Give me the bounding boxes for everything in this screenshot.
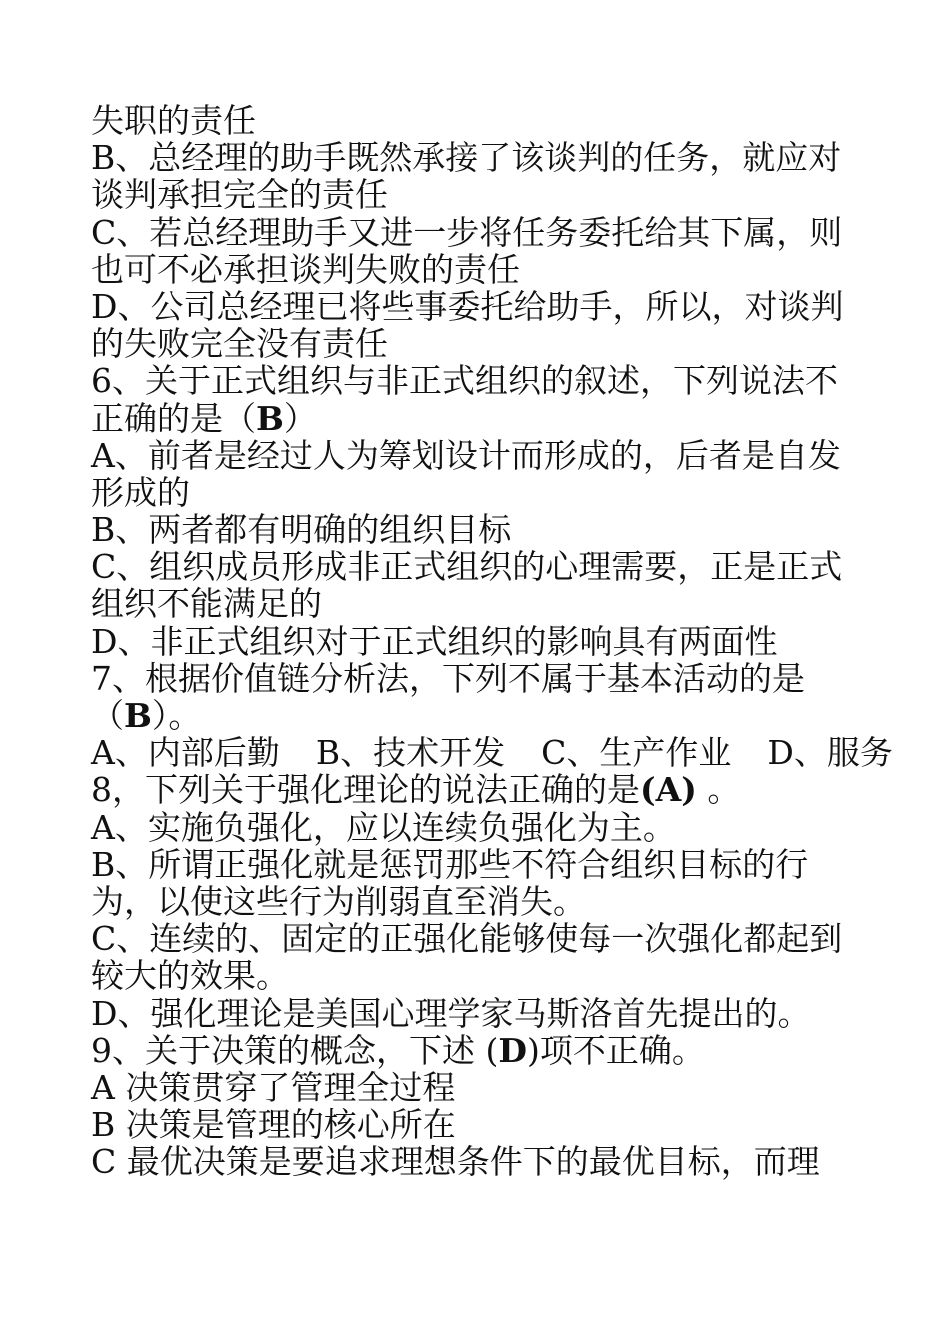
question-7-line: 7、根据价值链分析法，下列不属于基本活动的是 — [91, 658, 805, 698]
question-9-line — [91, 1032, 881, 1069]
question-6-answer-line — [91, 400, 881, 437]
text-line: 失职的责任 — [91, 101, 256, 140]
text-line: 为，以使这些行为削弱直至消失。 — [91, 881, 586, 921]
option-a-line: A 决策贯穿了管理全过程 — [91, 1067, 456, 1107]
text-line: 组织不能满足的 — [91, 584, 322, 624]
text-line: 谈判承担完全的责任 — [91, 175, 388, 215]
option-c-line: C、若总经理助手又进一步将任务委托给其下属，则 — [91, 212, 843, 252]
text-fragment: 8，下列关于强化理论的说法正确的是 — [91, 770, 640, 810]
text-line: 的失败完全没有责任 — [91, 324, 388, 364]
option-d: D、服务 — [767, 733, 893, 773]
option-a-line: A、实施负强化，应以连续负强化为主。 — [91, 807, 676, 847]
option-d-line: D、强化理论是美国心理学家马斯洛首先提出的。 — [91, 993, 811, 1033]
text-fragment: 9、关于决策的概念，下述 ( — [91, 1030, 499, 1070]
option-b-line: B、两者都有明确的组织目标 — [91, 510, 512, 550]
option-b-line: B 决策是管理的核心所在 — [91, 1105, 456, 1145]
question-7-options-line — [91, 733, 893, 773]
option-d-line: D、公司总经理已将些事委托给助手，所以，对谈判 — [91, 286, 844, 326]
text-fragment: ）。 — [151, 696, 202, 735]
text-line: 形成的 — [91, 472, 190, 512]
text-fragment: 正确的是（ — [91, 398, 256, 438]
text-line: 较大的效果。 — [91, 956, 289, 996]
text-fragment: （ — [91, 696, 124, 735]
text-line: 也可不必承担谈判失败的责任 — [91, 249, 520, 289]
question-7-answer-line — [91, 697, 881, 734]
answer-key: B — [124, 696, 152, 735]
option-b-line: B、总经理的助手既然承接了该谈判的任务，就应对 — [91, 138, 842, 178]
option-c: C、生产作业 — [541, 733, 732, 773]
document-page — [91, 101, 893, 1182]
answer-key: (A) — [640, 770, 697, 810]
option-c-line: C 最优决策是要追求理想条件下的最优目标，而理 — [91, 1142, 820, 1182]
text-fragment: )项不正确。 — [527, 1030, 705, 1070]
option-c-line: C、组织成员形成非正式组织的心理需要，正是正式 — [91, 547, 843, 587]
option-b: B、技术开发 — [315, 733, 506, 773]
text-fragment: 。 — [696, 770, 741, 810]
question-6-line: 6、关于正式组织与非正式组织的叙述，下列说法不 — [91, 361, 838, 401]
answer-key: B — [256, 398, 284, 438]
option-a: A、内部后勤 — [91, 733, 280, 773]
option-d-line: D、非正式组织对于正式组织的影响具有两面性 — [91, 621, 778, 661]
text-fragment: ） — [283, 398, 317, 438]
option-c-line: C、连续的、固定的正强化能够使每一次强化都起到 — [91, 919, 843, 959]
option-a-line: A、前者是经过人为筹划设计而形成的，后者是自发 — [91, 435, 841, 475]
answer-key: D — [498, 1030, 527, 1070]
question-8-line — [91, 771, 881, 808]
option-b-line: B、所谓正强化就是惩罚那些不符合组织目标的行 — [91, 844, 809, 884]
